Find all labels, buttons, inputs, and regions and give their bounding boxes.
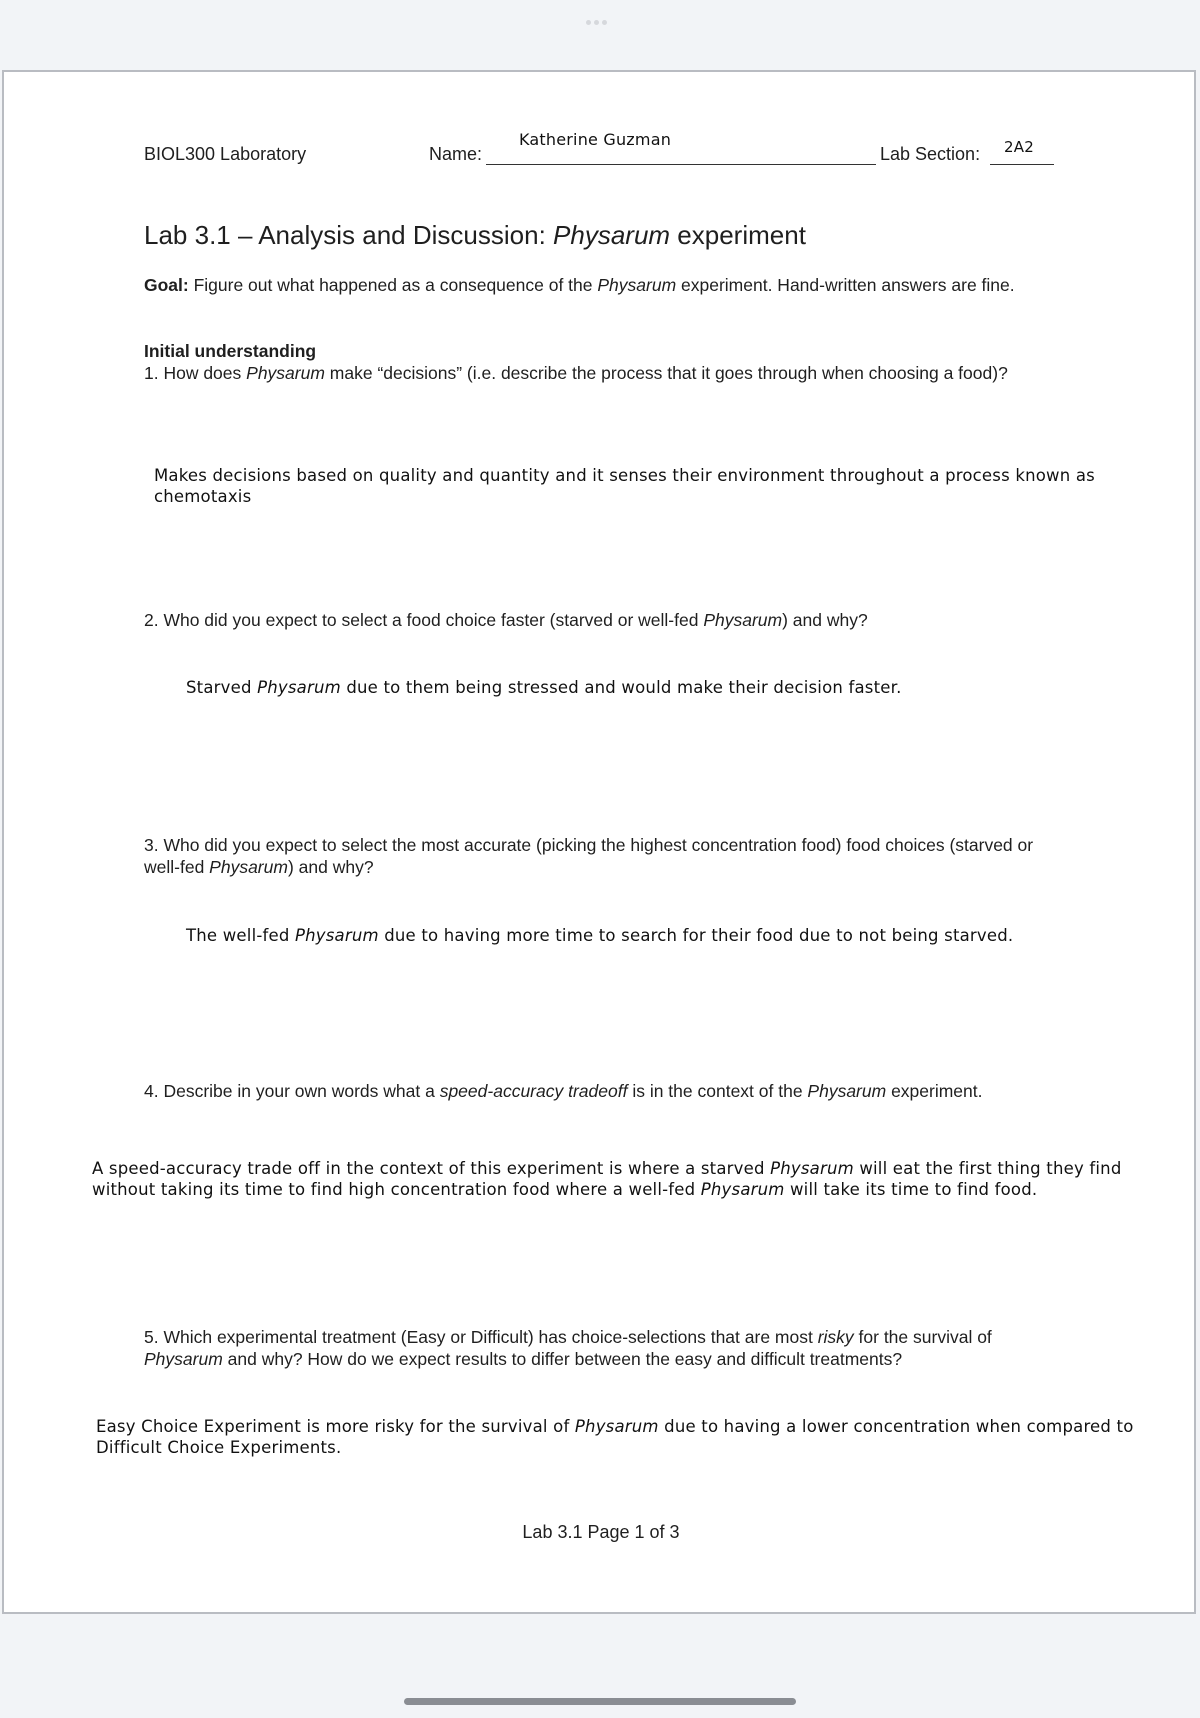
answer-4[interactable]: A speed-accuracy trade off in the context of this experiment is where a starved Physarum will eat the first thing they find without taking its time to find high concentration food where a well-fed Physarum will take its time to find food. [92, 1159, 1122, 1199]
answer-3[interactable]: The well-fed Physarum due to having more time to search for their food due to not being starved. [186, 926, 1014, 945]
home-indicator-bar[interactable] [404, 1698, 796, 1705]
course-label: BIOL300 Laboratory [144, 144, 307, 164]
section-underline [990, 164, 1054, 165]
goal-label: Goal: [144, 275, 189, 295]
question-4: 4. Describe in your own words what a speed-accuracy tradeoff is in the context of the Physarum experiment. [144, 1081, 983, 1101]
section-heading: Initial understanding [144, 341, 317, 361]
question-2: 2. Who did you expect to select a food choice faster (starved or well-fed Physarum) and why? [144, 610, 868, 630]
name-label: Name: [429, 144, 483, 164]
answer-2[interactable]: Starved Physarum due to them being stressed and would make their decision faster. [186, 678, 902, 697]
answer-5[interactable]: Easy Choice Experiment is more risky for the survival of Physarum due to having a lower concentration when compared to Difficult Choice Experiments. [96, 1417, 1134, 1457]
window-handle-dots[interactable] [586, 12, 614, 18]
answer-1[interactable]: Makes decisions based on quality and quantity and it senses their environment throughout a process known as chemotaxis [154, 466, 1095, 506]
document-page [2, 70, 1196, 1614]
section-label: Lab Section: [880, 144, 981, 164]
name-underline [486, 164, 876, 165]
section-value[interactable]: 2A2 [1004, 138, 1034, 156]
name-value[interactable]: Katherine Guzman [519, 130, 672, 149]
page-title: Lab 3.1 – Analysis and Discussion: Physarum experiment [144, 220, 806, 250]
page-footer: Lab 3.1 Page 1 of 3 [522, 1522, 680, 1542]
question-1: 1. How does Physarum make “decisions” (i.e. describe the process that it goes through when choosing a food)? [144, 363, 1008, 383]
question-5: 5. Which experimental treatment (Easy or Difficult) has choice-selections that are most risky for the survival of Physarum and why? How do we expect results to differ between the easy and difficult treatments? [144, 1327, 992, 1369]
goal-text: Goal: Figure out what happened as a consequence of the Physarum experiment. Hand-written answers are fine. [144, 275, 1015, 295]
question-3: 3. Who did you expect to select the most accurate (picking the highest concentration food) food choices (starved or well-fed Physarum) and why? [144, 835, 1034, 877]
